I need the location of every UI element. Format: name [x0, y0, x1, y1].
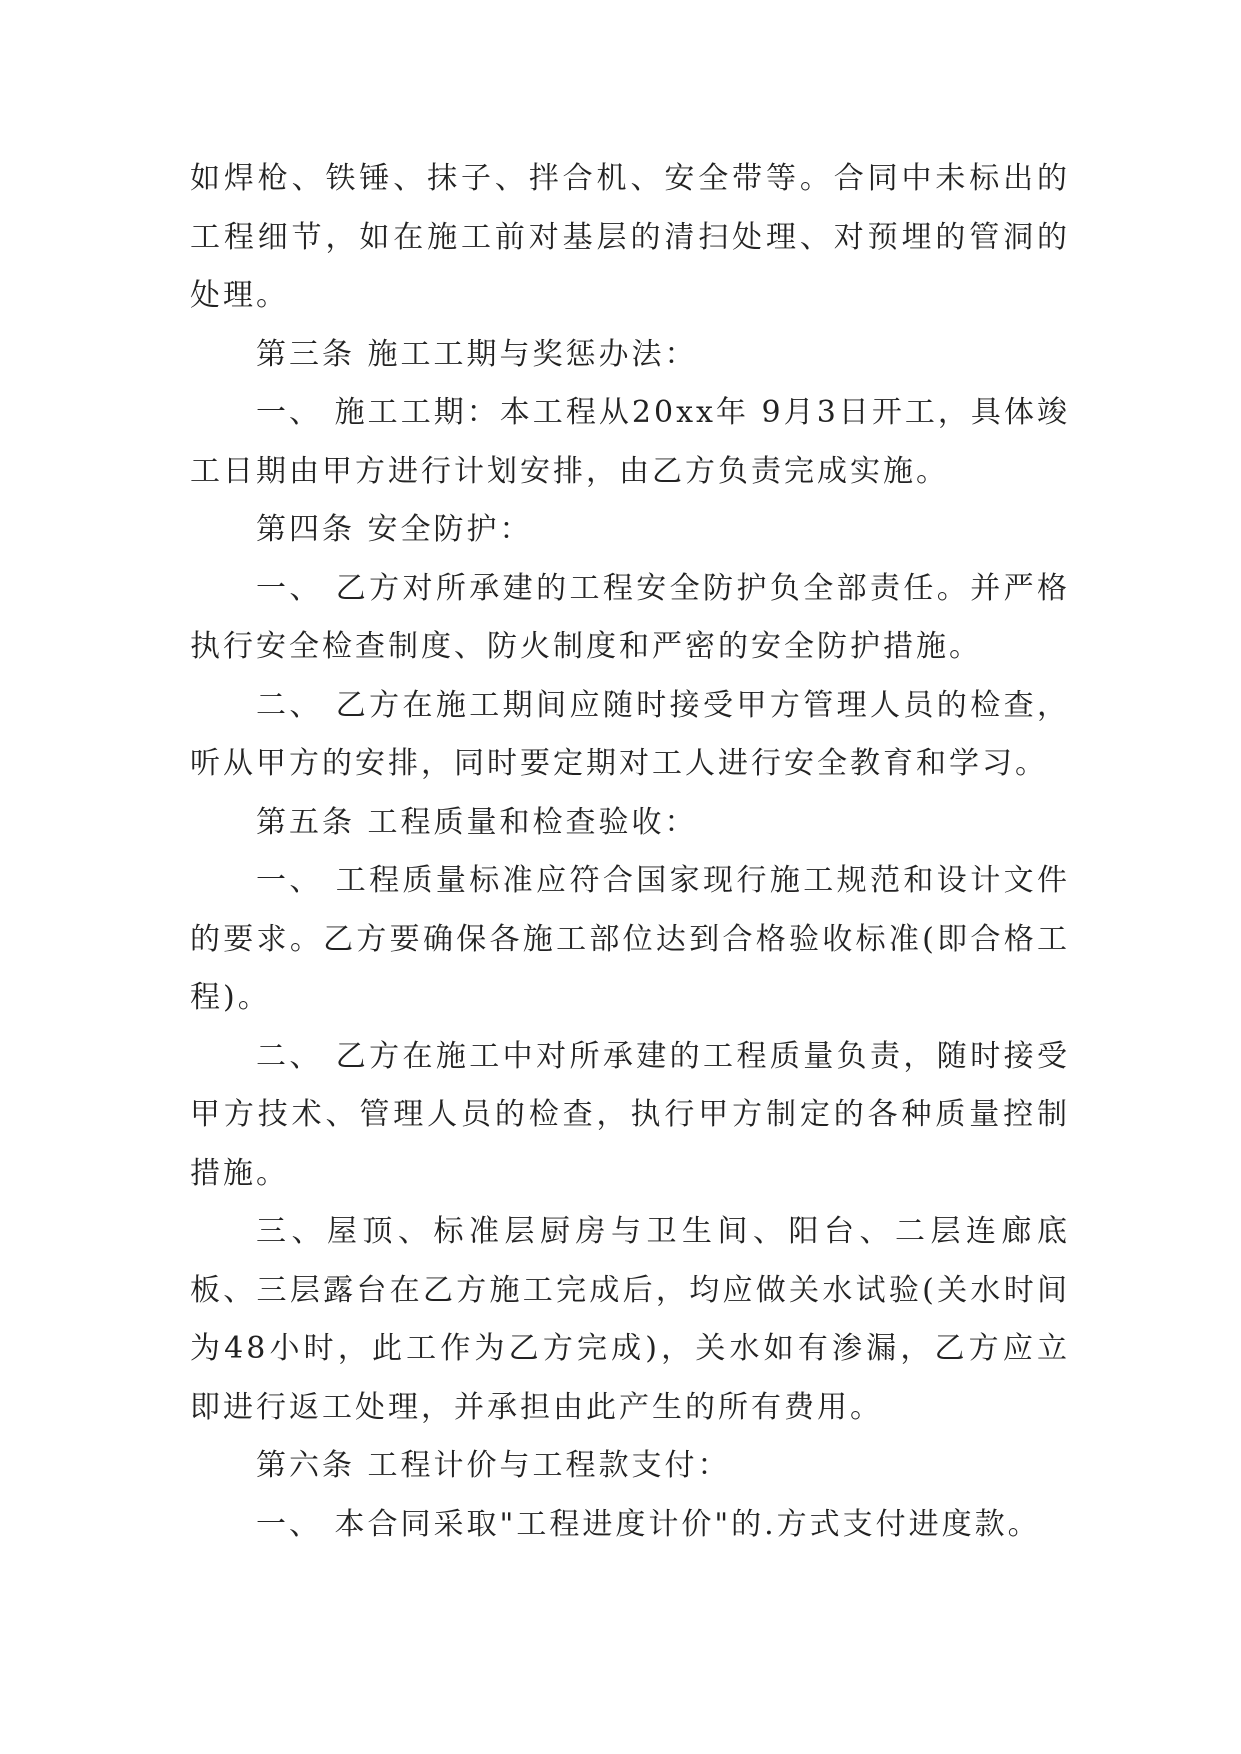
- document-body: [190, 150, 1070, 1554]
- paragraph-quality-responsibility: 二、 乙方在施工中对所承建的工程质量负责，随时接受甲方技术、管理人员的检查，执行甲方制定的各种质量控制措施。: [190, 1038, 1070, 1191]
- paragraph-water-test: 三、屋顶、标准层厨房与卫生间、阳台、二层连廊底板、三层露台在乙方施工完成后，均应做关水试验(关水时间为48小时，此工作为乙方完成)，关水如有渗漏，乙方应立即进行返工处理，并承担由此产生的所有费用。: [190, 1214, 1070, 1425]
- paragraph-progress-payment: 一、 本合同采取"工程进度计价"的.方式支付进度款。: [256, 1506, 1041, 1542]
- heading-article-3: 第三条 施工工期与奖惩办法：: [256, 336, 698, 372]
- paragraph-safety-inspection: 二、 乙方在施工期间应随时接受甲方管理人员的检查，听从甲方的安排，同时要定期对工人进行安全教育和学习。: [190, 687, 1070, 781]
- heading-article-6: 第六条 工程计价与工程款支付：: [256, 1448, 731, 1483]
- paragraph-quality-standard: 一、 工程质量标准应符合国家现行施工规范和设计文件的要求。乙方要确保各施工部位达到合格验收标准(即合格工程)。: [190, 863, 1070, 1015]
- paragraph-construction-period: 一、 施工工期：本工程从20xx年 9月3日开工，具体竣工日期由甲方进行计划安排，由乙方负责完成实施。: [190, 395, 1070, 489]
- heading-article-5: 第五条 工程质量和检查验收：: [256, 804, 698, 840]
- paragraph-tools-and-details: 如焊枪、铁锤、抹子、拌合机、安全带等。合同中未标出的工程细节，如在施工前对基层的清扫处理、对预埋的管洞的处理。: [190, 161, 1070, 313]
- heading-article-4: 第四条 安全防护：: [256, 512, 533, 547]
- paragraph-safety-responsibility: 一、 乙方对所承建的工程安全防护负全部责任。并严格执行安全检查制度、防火制度和严密的安全防护措施。: [190, 570, 1070, 664]
